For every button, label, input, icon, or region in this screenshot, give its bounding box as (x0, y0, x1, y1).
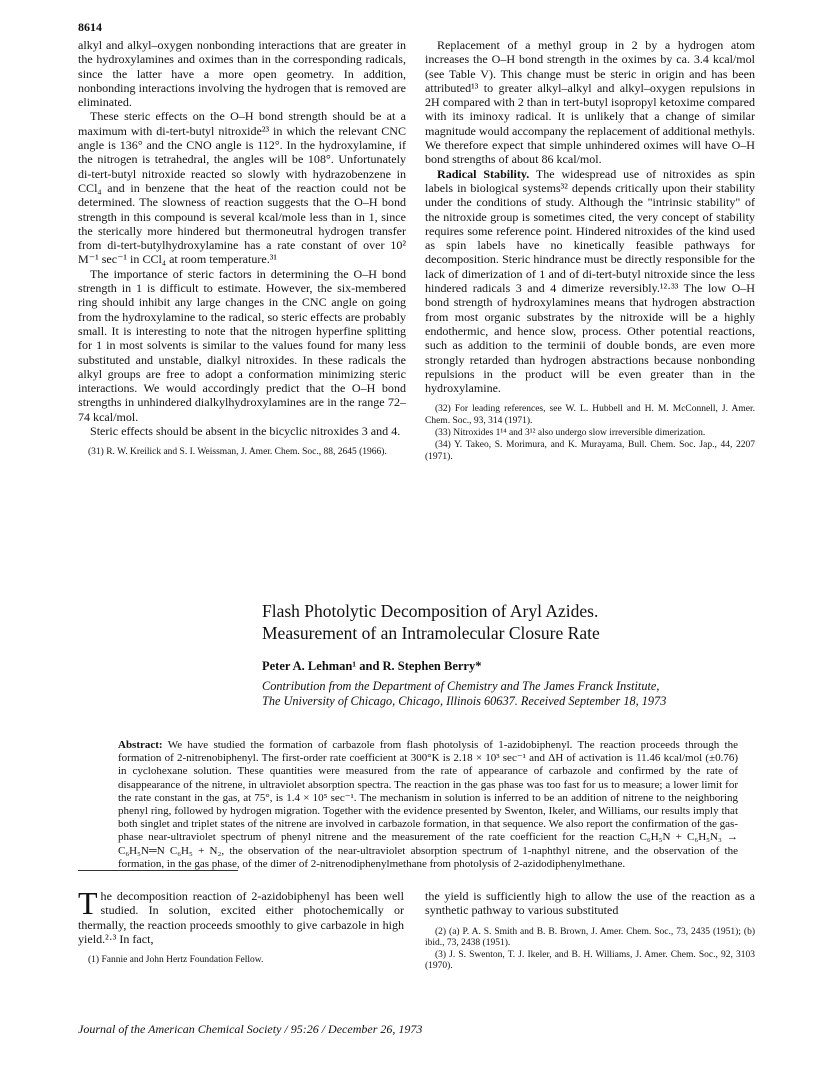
affiliation-line-1: Contribution from the Department of Chemistry and The James Franck Institute, (262, 679, 660, 693)
left-paragraph-1: alkyl and alkyl–oxygen nonbonding interactions that are greater in the hydroxylamines and oximes than in the corresponding radicals, since the latter have a more open geometry. In addition, nonbonding interactions involving the hydrogen that is removed are eliminated. (78, 38, 406, 110)
body-right-column (425, 889, 755, 974)
article-title-line-1: Flash Photolytic Decomposition of Aryl Azides. (262, 601, 599, 621)
footnote-2: (2) (a) P. A. S. Smith and B. B. Brown, J. Amer. Chem. Soc., 73, 2435 (1951); (b) ibid., 73, 2438 (1951). (425, 926, 755, 948)
right-footnotes (425, 404, 755, 462)
footnote-33: (33) Nitroxides 1¹⁴ and 3¹² also undergo slow irreversible dimerization. (435, 428, 706, 439)
article-title-line-2: Measurement of an Intramolecular Closure Rate (262, 623, 600, 643)
intro-paragraph (78, 885, 404, 946)
footnote-1: (1) Fannie and John Hertz Foundation Fellow. (88, 955, 264, 966)
article-authors: Peter A. Lehman¹ and R. Stephen Berry* (262, 659, 482, 673)
footnote-31: (31) R. W. Kreilick and S. I. Weissman, J. Amer. Chem. Soc., 88, 2645 (1966). (88, 447, 387, 458)
page-number: 8614 (78, 20, 102, 34)
article-title (262, 600, 782, 644)
drop-cap: T (78, 885, 98, 921)
right-paragraph-2 (425, 167, 755, 396)
intro-text: he decomposition reaction of 2-azidobiphenyl has been well studied. In solution, excited either photochemically or thermally, the reaction proceeds smoothly to give carbazole in high yield.²·³ In fact, (78, 889, 404, 946)
footnote-3: (3) J. S. Swenton, T. J. Ikeler, and B. H. Williams, J. Amer. Chem. Soc., 92, 3103 (1970). (425, 950, 755, 972)
right-paragraph-1: Replacement of a methyl group in 2 by a hydrogen atom increases the O–H bond strength in the oximes by ca. 3.4 kcal/mol (see Table V). This change must be steric in origin and has been attributed¹³ to greater alkyl–alkyl and alkyl–oxygen repulsions in 2H compared with 2 than in tert-butyl isopropyl ketoxime compared with its iminoxy radical. It is unlikely that a change of similar magnitude would accompany the replacement of additional methyls. We therefore expect that simple unhindered oximes will have O–H bond strengths of about 86 kcal/mol. (425, 38, 755, 167)
journal-footer: Journal of the American Chemical Society / 95:26 / December 26, 1973 (78, 1022, 423, 1036)
right-column (425, 38, 755, 464)
affiliation-line-2: The University of Chicago, Chicago, Illinois 60637. Received September 18, 1973 (262, 694, 667, 708)
body-left-footnotes (78, 955, 404, 966)
footnote-34: (34) Y. Takeo, S. Morimura, and K. Murayama, Bull. Chem. Soc. Jap., 44, 2207 (1971). (425, 440, 755, 462)
abstract-text: We have studied the formation of carbazole from flash photolysis of 1-azidobiphenyl. The reaction proceeds through the formation of 2-nitrenobiphenyl. The first-order rate coefficient at 300°K is 2.18 × 10³ sec⁻¹ and ΔH of activation is 11.46 kcal/mol (±0.76) in cyclohexane solution. These quantities were measured from the rate of appearance of carbazole and confirmed by the rate of disappearance of the nitrene, in ultraviolet absorption spectra. The reaction in the gas phase was too fast for us to measure; a lower limit for the rate constant in the gas, at 75°, is 1.4 × 10⁵ sec⁻¹. The mechanism in solution is inferred to be an addition of nitrene to the neighboring phenyl ring, followed by hydrogen migration. Together with the evidence presented by Swenton, Ikeler, and Williams, our results imply that both singlet and triplet states of the nitrene are involved in carbazole formation, in that sequence. We also report the confirmation of the gas-phase near-ultraviolet spectrum of phenyl nitrene and the measurement of the rate coefficient for the reaction C₆H₅N + C₆H₅N₃ → C₆H₅N═N C₆H₅ + N₂, the observation of the near-ultraviolet absorption spectrum of 1-naphthyl nitrene, and the observation of the formation, in the gas phase, of the dimer of 2-nitrenodiphenylmethane from photolysis of 2-azidodiphenylmethane. (118, 739, 738, 870)
left-paragraph-3: The importance of steric factors in determining the O–H bond strength in 1 is difficult to estimate. However, the six-membered ring should inhibit any large changes in the CNC angle on going from the hydroxylamine to the radical, so steric effects are probably small. It is interesting to note that the nitrogen hyperfine splitting for 1 in most solvents is similar to the values found for many less substituted and unstable, dialkyl nitroxides. In these radicals the alkyl groups are free to adopt a conformation minimizing steric interactions. We would accordingly predict that the O–H bond strengths in unhindered dialkylhydroxylamines are in the range 72–74 kcal/mol. (78, 266, 406, 424)
left-paragraph-4: Steric effects should be absent in the bicyclic nitroxides 3 and 4. (90, 424, 401, 439)
body-left-column (78, 885, 404, 967)
body-right-footnotes (425, 927, 755, 973)
left-paragraph-2: These steric effects on the O–H bond strength should be at a maximum with di-tert-butyl nitroxide²³ in which the relevant CNC angle is 136° and the CNO angle is 112°. In the hydroxylamine, if the nitrogen is tetrahedral, the angles will be 108°. Unfortunately di-tert-butyl nitroxide reacted so slowly with hydrazobenzene in CCl₄ and in benzene that the heat of the reaction could not be determined. The slowness of reaction suggests that the O–H bond strength in this compound is several kcal/mole less than in 1, since the sterically more hindered but thermoneutral hydrogen transfer from di-tert-butylhydroxylamine has a rate constant of over 10² M⁻¹ sec⁻¹ in CCl₄ at room temperature.³¹ (78, 109, 406, 267)
radical-stability-text: The widespread use of nitroxides as spin labels in biological systems³² depends critically upon their stability under the conditions of study. Although the "intrinsic stability" of the nitroxide group is sometimes cited, the very concept of stability requires some reference point. Hindered nitroxides of the kind used as spin labels have no kinetically feasible pathways for decomposition. Steric hindrance must be directly responsible for the lack of dimerization of 1 and of di-tert-butyl nitroxide since the less hindered radicals 3 and 4 dimerize reversibly.¹²·³³ The low O–H bond strength of hydroxylamines means that hydrogen abstraction from most organic substrates by the nitroxide will be a highly endothermic, and hence slow, process. Other potential reactions, such as addition to the terminii of double bonds, are even more strongly retarded than hydrogen abstractions because nonbonding repulsions in the product will be even greater than in the hydroxylamine. (425, 166, 755, 396)
section-head-radical-stability: Radical Stability. (437, 166, 530, 181)
abstract-label: Abstract: (118, 739, 163, 751)
section-divider (78, 870, 238, 871)
article-affiliation (262, 679, 782, 709)
left-column (78, 38, 406, 460)
left-footnotes (78, 447, 406, 458)
body-right-paragraph: the yield is sufficiently high to allow the use of the reaction as a synthetic pathway to various substituted (425, 889, 755, 918)
abstract (118, 739, 738, 871)
footnote-32: (32) For leading references, see W. L. Hubbell and H. M. McConnell, J. Amer. Chem. Soc., 93, 314 (1971). (425, 404, 755, 426)
